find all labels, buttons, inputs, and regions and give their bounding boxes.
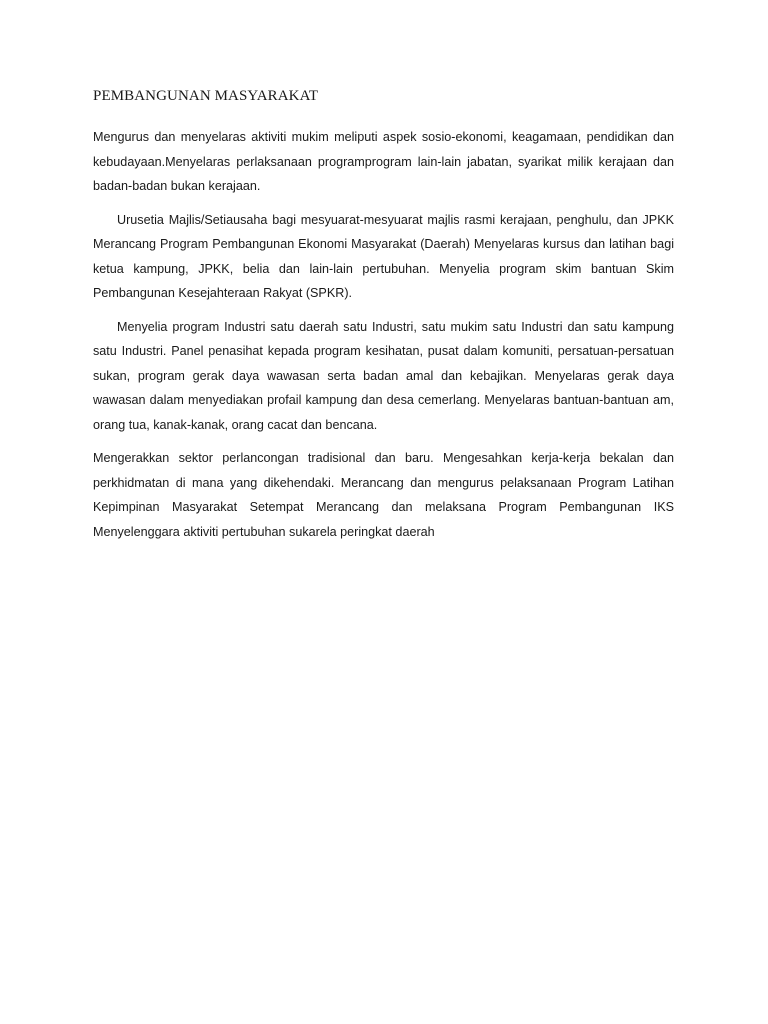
paragraph-2: Urusetia Majlis/Setiausaha bagi mesyuarat-mesyuarat majlis rasmi kerajaan, penghulu, dan JPKK Merancang Program Pembangunan Ekonomi Masyarakat (Daerah) Menyelaras kursus dan latihan bagi ketua kampung, JPKK, belia dan lain-lain pertubuhan. Menyelia program skim bantuan Skim Pembangunan Kesejahteraan Rakyat (SPKR). [93, 212, 674, 300]
document-title: PEMBANGUNAN MASYARAKAT [93, 88, 319, 104]
paragraph-3: Menyelia program Industri satu daerah satu Industri, satu mukim satu Industri dan satu kampung satu Industri. Panel penasihat kepada program kesihatan, pusat dalam komuniti, persatuan-persatuan sukan, program gerak daya wawasan serta badan amal dan kebajikan. Menyelaras gerak daya wawasan dalam menyediakan profail kampung dan desa cemerlang. Menyelaras bantuan-bantuan am, orang tua, kanak-kanak, orang cacat dan bencana. [93, 319, 674, 432]
paragraph-4: Mengerakkan sektor perlancongan tradisional dan baru. Mengesahkan kerja-kerja bekalan dan perkhidmatan di mana yang dikehendaki. Merancang dan mengurus pelaksanaan Program Latihan Kepimpinan Masyarakat Setempat Merancang dan melaksana Program Pembangunan IKS Menyelenggara aktiviti pertubuhan sukarela peringkat daerah [93, 451, 674, 539]
document-body [93, 86, 674, 553]
paragraph-1: Mengurus dan menyelaras aktiviti mukim meliputi aspek sosio-ekonomi, keagamaan, pendidikan dan kebudayaan.Menyelaras perlaksanaan programprogram lain-lain jabatan, syarikat milik kerajaan dan badan-badan bukan kerajaan. [93, 130, 674, 193]
